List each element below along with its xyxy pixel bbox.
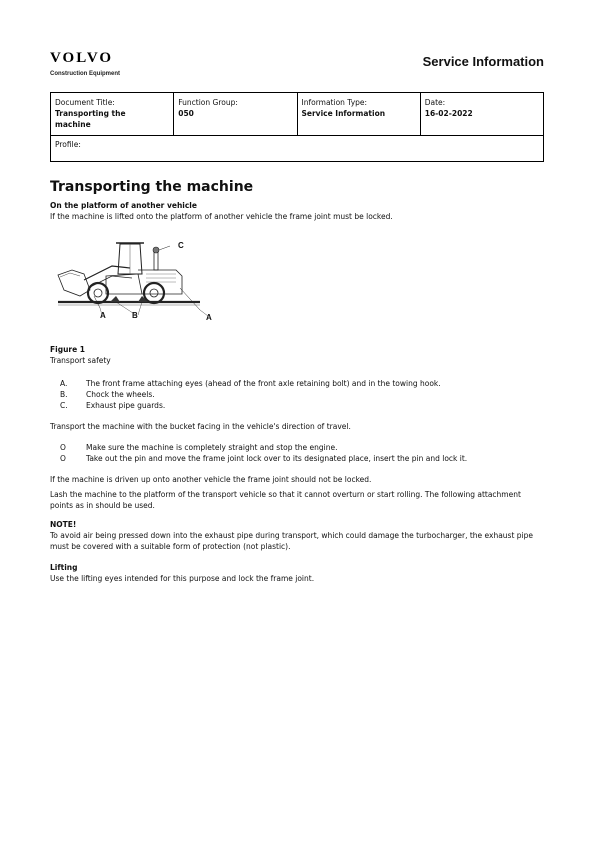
lash-paragraph: Lash the machine to the platform of the transport vehicle so that it cannot overturn or start rolling. The following attachment points as in should be used. [50,490,521,510]
driven-up-paragraph: If the machine is driven up onto another vehicle the frame joint should not be locked. [50,475,372,484]
figure-caption-text: Transport safety [50,356,111,365]
info-row [51,93,543,136]
page-title: Transporting the machine [50,179,254,195]
list-item [50,400,546,411]
list-marker: C. [60,401,68,410]
figure-label-b: B [132,311,138,320]
function-group-label: Function Group: [178,98,238,107]
list-text: Take out the pin and move the frame joint lock over to its designated place, insert the pin and lock it. [86,454,468,463]
function-group-value: 050 [178,109,194,118]
date-cell [421,93,543,135]
lifting-text: Use the lifting eyes intended for this purpose and lock the frame joint. [50,574,315,583]
document-title-cell [51,93,174,135]
document-title-value: Transporting the machine [55,109,126,129]
list-marker: B. [60,390,68,399]
preparation-steps-list [50,442,546,464]
logo-word: VOLVO [50,50,114,66]
list-item [50,453,546,464]
section-subheading: On the platform of another vehicle [50,201,197,210]
figure-caption-title: Figure 1 [50,345,86,354]
list-marker: A. [60,379,68,388]
note-text: To avoid air being pressed down into the exhaust pipe during transport, which could damage the turbocharger, the exhaust pipe must be covered with a suitable form of protection (not plastic). [50,531,534,551]
figure-label-a-front: A [100,311,106,320]
document-type-heading: Service Information [422,54,544,69]
figure-label-a-rear: A [206,313,212,322]
transport-direction-paragraph: Transport the machine with the bucket facing in the vehicle's direction of travel. [50,422,351,431]
list-text: The front frame attaching eyes (ahead of the front axle retaining bolt) and in the towing hook. [86,379,441,388]
attachment-points-list [50,378,546,411]
lifting-heading: Lifting [50,563,78,572]
document-title-label: Document Title: [55,98,115,107]
main-content [50,178,546,584]
date-value: 16-02-2022 [424,109,473,118]
figure-transport-safety [50,230,230,320]
list-text: Exhaust pipe guards. [86,401,166,410]
profile-label: Profile: [55,140,81,149]
circle-bullet: O [60,443,66,452]
figure-label-c: C [178,241,184,250]
list-item [50,442,546,453]
information-type-cell [298,93,421,135]
list-item [50,378,546,389]
information-type-value: Service Information [301,109,386,118]
date-label: Date: [424,98,446,107]
list-item [50,389,546,400]
intro-paragraph: If the machine is lifted onto the platform of another vehicle the frame joint must be locked. [50,212,393,221]
list-text: Chock the wheels. [86,390,155,399]
wheel-loader-illustration [50,230,230,320]
list-text: Make sure the machine is completely straight and stop the engine. [86,443,338,452]
volvo-logo [50,50,120,77]
function-group-cell [174,93,297,135]
logo-subtitle: Construction Equipment [50,71,120,77]
circle-bullet: O [60,454,66,463]
information-type-label: Information Type: [301,98,368,107]
note-title: NOTE! [50,520,77,529]
document-info-table [50,92,544,162]
